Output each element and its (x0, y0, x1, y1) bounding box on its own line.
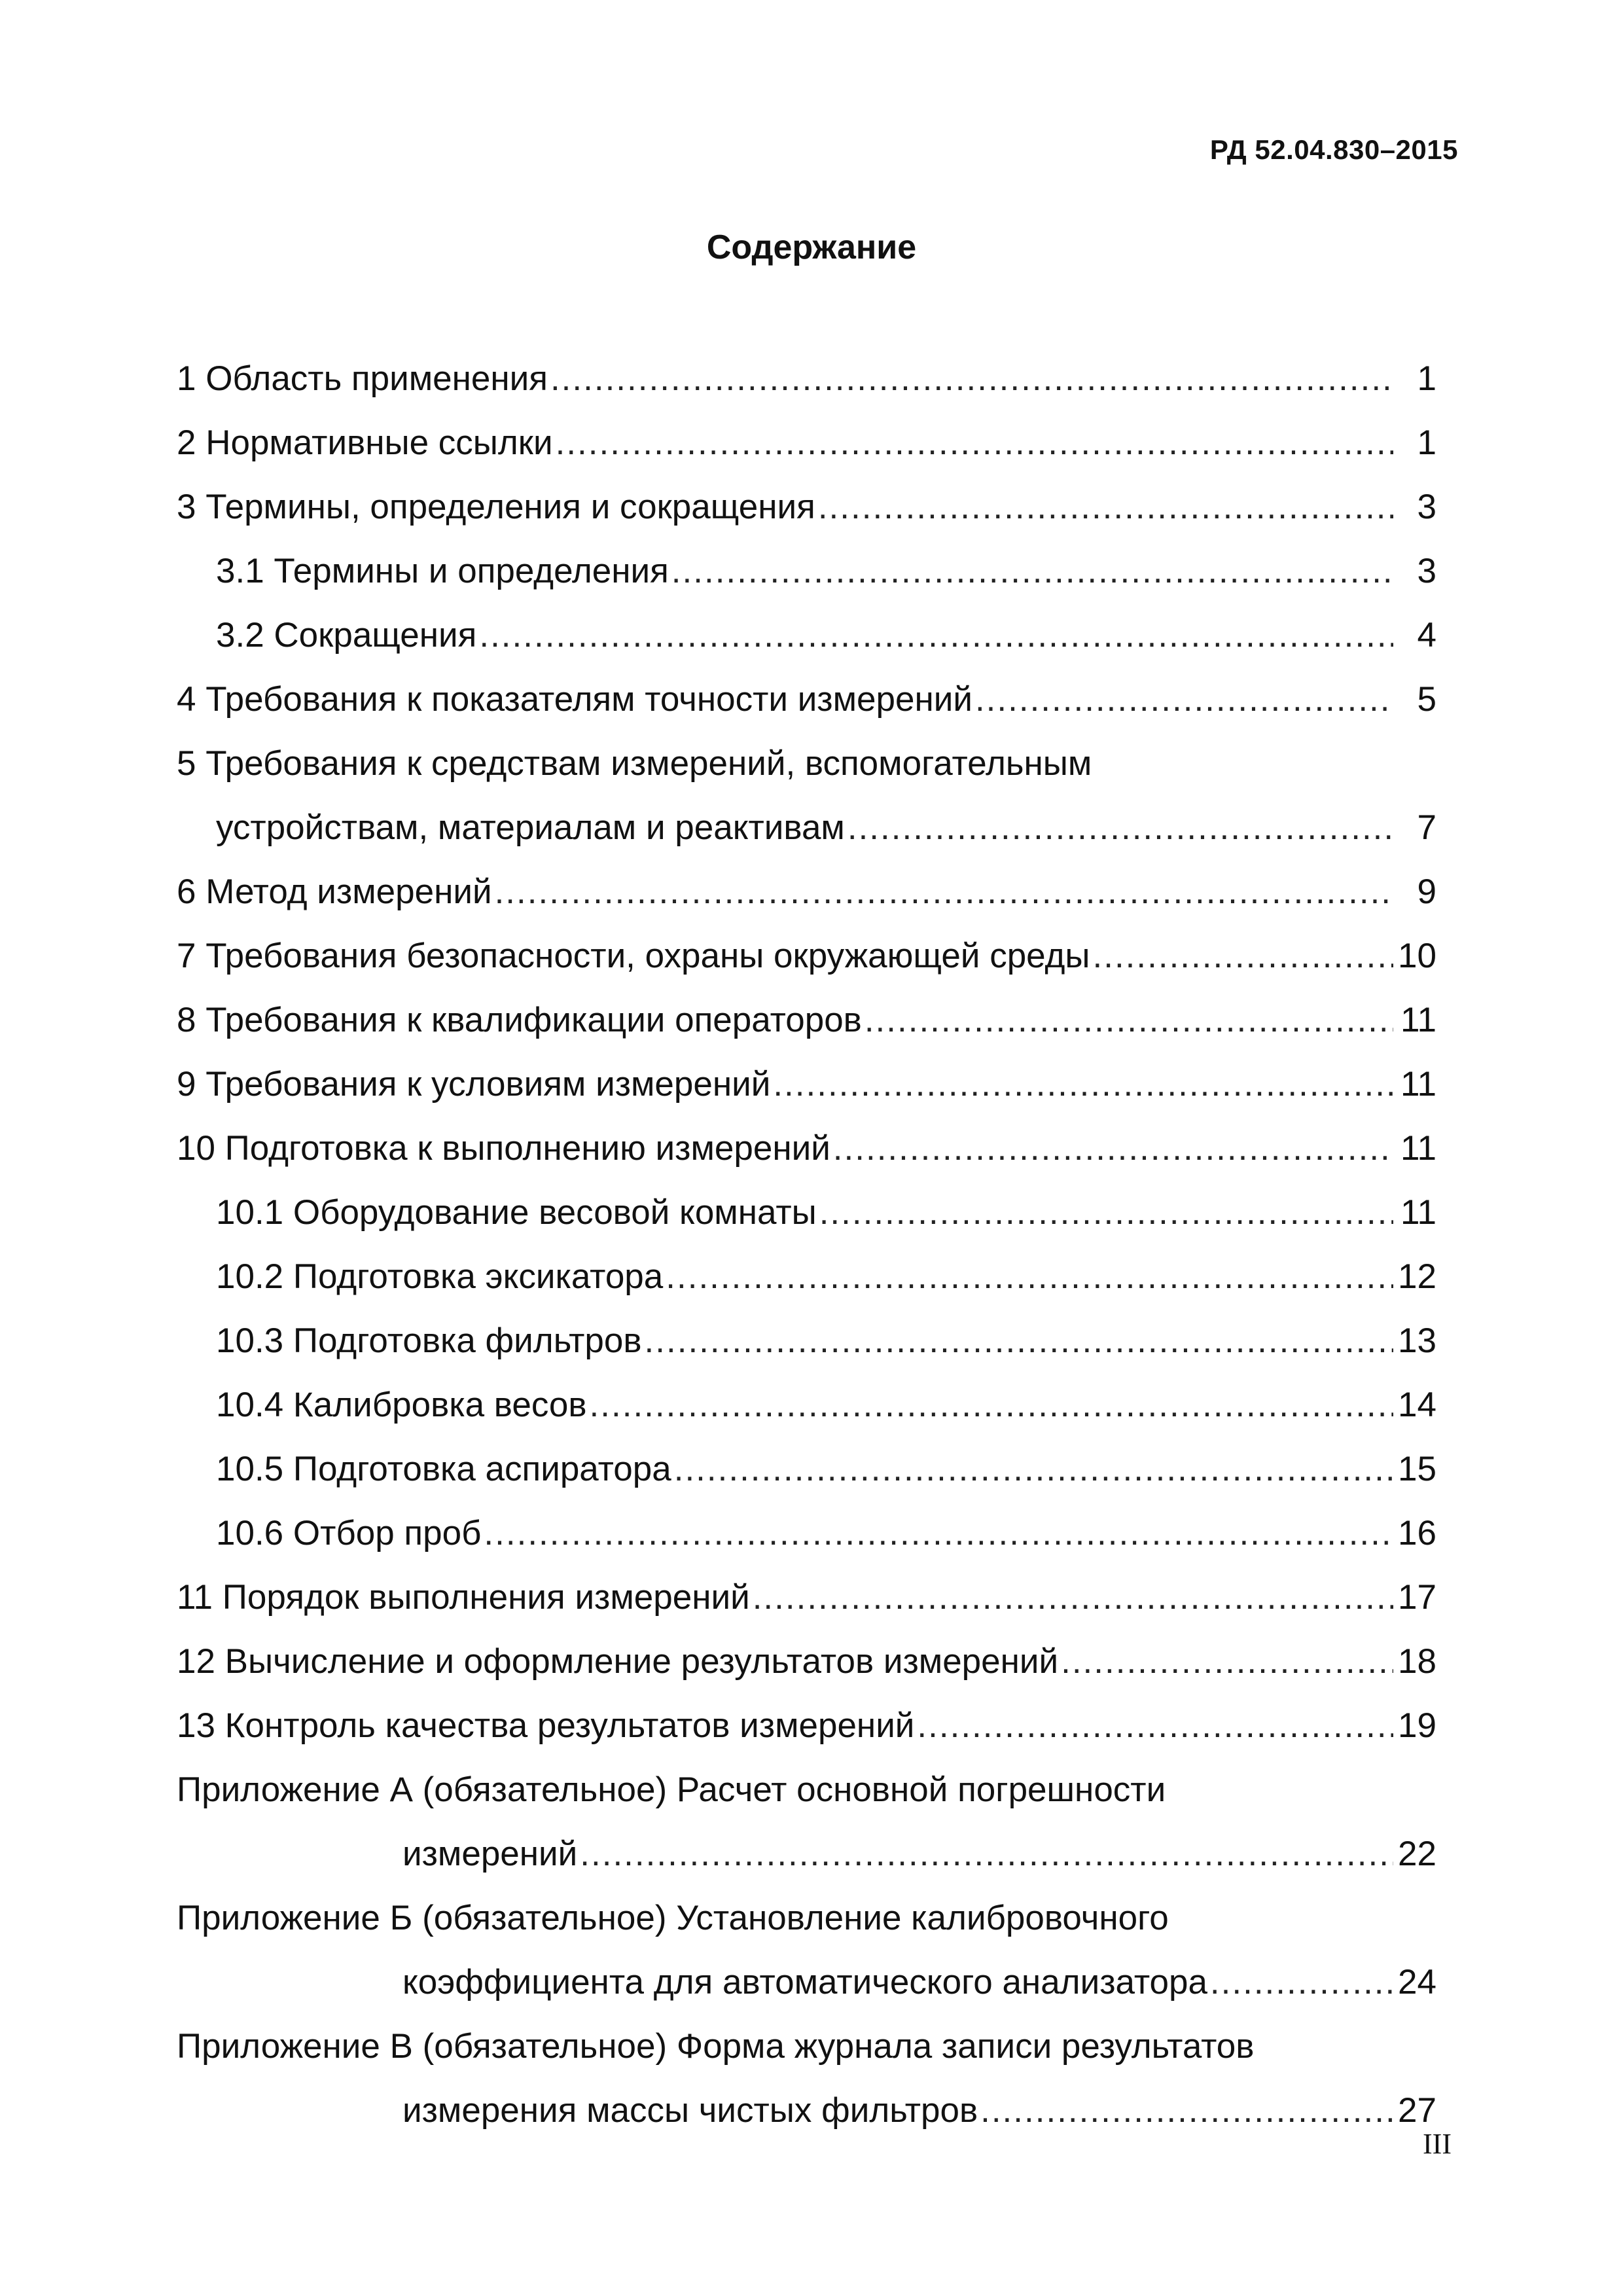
toc-appendix-a-line1[interactable]: Приложение А (обязательное) Расчет основной погрешности (177, 1770, 1166, 1809)
toc-entry-1[interactable] (177, 347, 1436, 411)
toc-entry-5[interactable] (177, 796, 1436, 860)
dot-leader (980, 2079, 1393, 2143)
dot-leader (645, 1309, 1393, 1373)
toc-entry-text: устройствам, материалам и реактивам (216, 808, 845, 847)
toc-entry-page: 16 (1398, 1514, 1436, 1552)
table-of-contents (177, 347, 1436, 2143)
toc-entry-page: 7 (1417, 808, 1436, 847)
dot-leader (773, 1052, 1393, 1117)
dot-leader (847, 796, 1393, 860)
toc-entry-text: измерения массы чистых фильтров (402, 2091, 978, 2130)
toc-entry-text: 10.2 Подготовка эксикатора (216, 1257, 664, 1296)
document-code: РД 52.04.830–2015 (1209, 134, 1458, 165)
dot-leader (556, 411, 1393, 475)
dot-leader (580, 1822, 1393, 1886)
toc-entry-page: 14 (1398, 1386, 1436, 1424)
toc-entry-10-1[interactable] (177, 1181, 1436, 1245)
toc-entry-12[interactable] (177, 1630, 1436, 1694)
toc-entry-13[interactable] (177, 1694, 1436, 1758)
dot-leader (818, 475, 1393, 539)
dot-leader (819, 1181, 1393, 1245)
toc-entry-page: 11 (1400, 1129, 1436, 1168)
toc-entry-page: 1 (1417, 423, 1436, 462)
toc-entry-text: 11 Порядок выполнения измерений (177, 1578, 750, 1617)
toc-entry-text: 8 Требования к квалификации операторов (177, 1001, 862, 1039)
toc-entry-page: 17 (1398, 1578, 1436, 1617)
toc-entry-6[interactable] (177, 860, 1436, 924)
toc-entry-page: 9 (1417, 872, 1436, 911)
toc-entry-page: 15 (1398, 1450, 1436, 1488)
toc-entry-text: 10.3 Подготовка фильтров (216, 1321, 642, 1360)
toc-entry-4[interactable] (177, 668, 1436, 732)
toc-appendix-b-line1[interactable]: Приложение Б (обязательное) Установление калибровочного (177, 1899, 1169, 1937)
page-title: Содержание (706, 228, 917, 266)
dot-leader (484, 1501, 1393, 1566)
dot-leader (833, 1117, 1393, 1181)
toc-entry-page: 11 (1400, 1001, 1436, 1039)
toc-entry-text: 7 Требования безопасности, охраны окружающей среды (177, 937, 1090, 975)
toc-entry-text: 12 Вычисление и оформление результатов измерений (177, 1642, 1059, 1681)
page-number: III (1423, 2128, 1452, 2160)
toc-entry-page: 5 (1417, 680, 1436, 719)
toc-appendix-a[interactable] (177, 1822, 1436, 1886)
toc-entry-7[interactable] (177, 924, 1436, 988)
dot-leader (479, 603, 1393, 668)
dot-leader (917, 1694, 1393, 1758)
toc-entry-3-2[interactable] (177, 603, 1436, 668)
dot-leader (550, 347, 1393, 411)
toc-entry-text: 3.2 Сокращения (216, 616, 477, 655)
toc-entry-page: 12 (1398, 1257, 1436, 1296)
toc-entry-3[interactable] (177, 475, 1436, 539)
toc-entry-2[interactable] (177, 411, 1436, 475)
dot-leader (1093, 924, 1394, 988)
toc-entry-text: 10 Подготовка к выполнению измерений (177, 1129, 830, 1168)
dot-leader (674, 1437, 1393, 1501)
dot-leader (865, 988, 1393, 1052)
toc-entry-text: 10.5 Подготовка аспиратора (216, 1450, 671, 1488)
toc-entry-page: 13 (1398, 1321, 1436, 1360)
toc-entry-text: 6 Метод измерений (177, 872, 492, 911)
toc-entry-page: 19 (1398, 1706, 1436, 1745)
toc-entry-text: 10.4 Калибровка весов (216, 1386, 587, 1424)
toc-entry-page: 24 (1398, 1963, 1436, 2001)
toc-entry-page: 10 (1398, 937, 1436, 975)
toc-entry-page: 3 (1417, 552, 1436, 590)
toc-entry-page: 18 (1398, 1642, 1436, 1681)
toc-entry-page: 1 (1417, 359, 1436, 398)
toc-entry-10-6[interactable] (177, 1501, 1436, 1566)
dot-leader (1061, 1630, 1393, 1694)
toc-entry-text: 3 Термины, определения и сокращения (177, 488, 815, 526)
toc-entry-text: 2 Нормативные ссылки (177, 423, 553, 462)
toc-entry-text: 10.1 Оборудование весовой комнаты (216, 1193, 817, 1232)
toc-entry-text: 3.1 Термины и определения (216, 552, 669, 590)
toc-appendix-v-line1[interactable]: Приложение В (обязательное) Форма журнала записи результатов (177, 2027, 1255, 2066)
toc-entry-9[interactable] (177, 1052, 1436, 1117)
toc-entry-page: 4 (1417, 616, 1436, 655)
toc-entry-text: 4 Требования к показателям точности измерений (177, 680, 972, 719)
toc-entry-text: коэффициента для автоматического анализатора (402, 1963, 1207, 2001)
toc-entry-10-4[interactable] (177, 1373, 1436, 1437)
toc-entry-10-3[interactable] (177, 1309, 1436, 1373)
toc-entry-11[interactable] (177, 1566, 1436, 1630)
toc-entry-text: 10.6 Отбор проб (216, 1514, 482, 1552)
toc-entry-8[interactable] (177, 988, 1436, 1052)
toc-appendix-v[interactable] (177, 2079, 1436, 2143)
toc-entry-10-5[interactable] (177, 1437, 1436, 1501)
dot-leader (1210, 1950, 1393, 2015)
toc-entry-page: 11 (1400, 1193, 1436, 1232)
toc-entry-page: 27 (1398, 2091, 1436, 2130)
dot-leader (495, 860, 1393, 924)
toc-entry-10[interactable] (177, 1117, 1436, 1181)
toc-appendix-b[interactable] (177, 1950, 1436, 2015)
toc-entry-page: 3 (1417, 488, 1436, 526)
dot-leader (753, 1566, 1393, 1630)
dot-leader (666, 1245, 1393, 1309)
dot-leader (975, 668, 1393, 732)
toc-entry-10-2[interactable] (177, 1245, 1436, 1309)
dot-leader (671, 539, 1393, 603)
toc-entry-page: 22 (1398, 1835, 1436, 1873)
toc-entry-5-line1[interactable]: 5 Требования к средствам измерений, вспомогательным (177, 744, 1092, 783)
toc-entry-text: 9 Требования к условиям измерений (177, 1065, 771, 1103)
toc-entry-text: 1 Область применения (177, 359, 548, 398)
dot-leader (590, 1373, 1393, 1437)
toc-entry-text: 13 Контроль качества результатов измерений (177, 1706, 915, 1745)
toc-entry-page: 11 (1400, 1065, 1436, 1103)
toc-entry-text: измерений (402, 1835, 578, 1873)
toc-entry-3-1[interactable] (177, 539, 1436, 603)
